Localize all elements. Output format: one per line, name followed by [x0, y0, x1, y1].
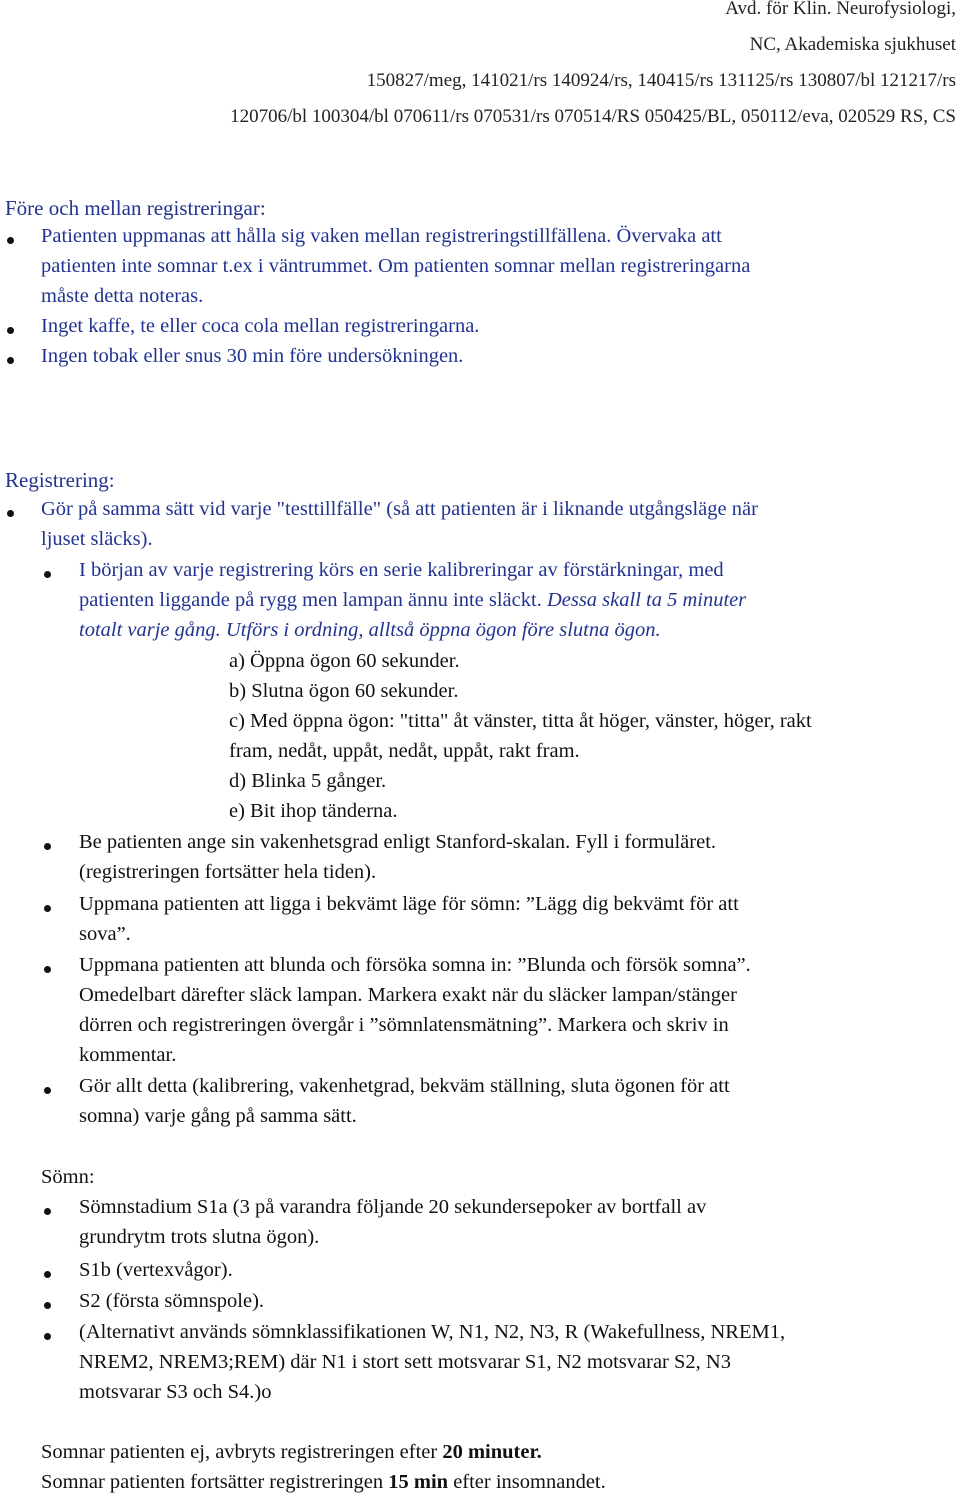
registration-item-3-line-2: (registreringen fortsätter hela tiden). — [79, 861, 377, 883]
registration-item-5-line-3: dörren och registreringen övergår i ”sömnlatensmätning”. Markera och skriv in — [79, 1014, 729, 1036]
calibration-step-a: a) Öppna ögon 60 sekunder. — [229, 650, 460, 672]
bullet-icon — [44, 571, 51, 578]
registration-item-2-line-2-italic: Dessa skall ta 5 minuter — [546, 589, 747, 611]
bullet-icon — [44, 843, 51, 850]
bullet-icon — [44, 1271, 51, 1278]
before-item-1-line-1: Patienten uppmanas att hålla sig vaken mellan registreringstillfällena. Övervaka att — [41, 225, 722, 247]
calibration-step-c-line-2: fram, nedåt, uppåt, nedåt, uppåt, rakt fram. — [229, 740, 580, 762]
bullet-icon — [7, 357, 14, 364]
calibration-step-c-line-1: c) Med öppna ögon: "titta" åt vänster, titta åt höger, vänster, höger, rakt — [229, 710, 812, 732]
sleep-item-2: S1b (vertexvågor). — [79, 1259, 233, 1281]
before-item-1-line-2: patienten inte somnar t.ex i väntrummet. Om patienten somnar mellan registreringarna — [41, 255, 751, 277]
footer-line-2-text: Somnar patienten fortsätter registreringen — [41, 1471, 389, 1493]
before-item-3: Ingen tobak eller snus 30 min före undersökningen. — [41, 345, 464, 367]
header-revisions-1: 150827/meg, 141021/rs 140924/rs, 140415/rs 131125/rs 130807/bl 121217/rs — [366, 70, 956, 91]
sleep-heading: Sömn: — [41, 1166, 95, 1188]
registration-item-5-line-4: kommentar. — [79, 1044, 177, 1066]
sleep-item-3: S2 (första sömnspole). — [79, 1290, 265, 1312]
bullet-icon — [44, 1302, 51, 1309]
footer-line-1-text: Somnar patienten ej, avbryts registreringen efter — [41, 1441, 443, 1463]
registration-item-2-line-3 — [79, 619, 661, 642]
sleep-item-4-line-2: NREM2, NREM3;REM) där N1 i stort sett motsvarar S1, N2 motsvarar S2, N3 — [79, 1351, 731, 1373]
footer-line-2 — [41, 1471, 606, 1494]
calibration-step-e: e) Bit ihop tänderna. — [229, 800, 398, 822]
footer-line-1 — [41, 1441, 542, 1464]
registration-item-2-line-2-plain: patienten liggande på rygg men lampan ännu inte släckt. — [79, 589, 547, 611]
footer-line-2-post: efter insomnandet. — [448, 1471, 606, 1493]
calibration-step-b: b) Slutna ögon 60 sekunder. — [229, 680, 459, 702]
footer-line-1-bold: 20 minuter. — [442, 1441, 542, 1463]
bullet-icon — [7, 510, 14, 517]
registration-item-6-line-2: somna) varje gång på samma sätt. — [79, 1105, 357, 1127]
before-item-1-line-3: måste detta noteras. — [41, 285, 204, 307]
calibration-step-d: d) Blinka 5 gånger. — [229, 770, 387, 792]
registration-item-5-line-2: Omedelbart därefter släck lampan. Markera exakt när du släcker lampan/stänger — [79, 984, 737, 1006]
sleep-item-4-line-3: motsvarar S3 och S4.)o — [79, 1381, 272, 1403]
bullet-icon — [7, 237, 14, 244]
registration-item-6-line-1: Gör allt detta (kalibrering, vakenhetgrad, bekväm ställning, sluta ögonen för att — [79, 1075, 730, 1097]
registration-item-1-line-2: ljuset släcks). — [41, 528, 153, 550]
registration-item-2-line-2 — [79, 589, 746, 612]
before-heading: Före och mellan registreringar: — [5, 196, 266, 220]
sleep-item-1-line-2: grundrytm trots slutna ögon). — [79, 1226, 320, 1248]
footer-line-2-bold: 15 min — [388, 1471, 449, 1493]
before-item-2: Inget kaffe, te eller coca cola mellan registreringarna. — [41, 315, 480, 337]
registration-item-4-line-1: Uppmana patienten att ligga i bekvämt läge för sömn: ”Lägg dig bekvämt för att — [79, 893, 739, 915]
bullet-icon — [44, 1087, 51, 1094]
header-hospital: NC, Akademiska sjukhuset — [749, 34, 956, 55]
registration-item-3-line-1: Be patienten ange sin vakenhetsgrad enligt Stanford-skalan. Fyll i formuläret. — [79, 831, 717, 853]
sleep-item-1-line-1: Sömnstadium S1a (3 på varandra följande 20 sekundersepoker av bortfall av — [79, 1196, 707, 1218]
bullet-icon — [7, 327, 14, 334]
header-department: Avd. för Klin. Neurofysiologi, — [725, 0, 956, 19]
bullet-icon — [44, 1333, 51, 1340]
registration-item-1-line-1: Gör på samma sätt vid varje "testtillfälle" (så att patienten är i liknande utgångsläge när — [41, 498, 758, 520]
sleep-item-4-line-1: (Alternativt används sömnklassifikationen W, N1, N2, N3, R (Wakefullness, NREM1, — [79, 1321, 786, 1343]
registration-item-2-line-3-italic: totalt varje gång. Utförs i ordning, alltså öppna ögon före slutna ögon. — [79, 619, 661, 641]
registration-item-2-line-1: I början av varje registrering körs en serie kalibreringar av förstärkningar, med — [79, 559, 724, 581]
registration-item-5-line-1: Uppmana patienten att blunda och försöka somna in: ”Blunda och försök somna”. — [79, 954, 751, 976]
registration-item-4-line-2: sova”. — [79, 923, 131, 945]
bullet-icon — [44, 966, 51, 973]
header-revisions-2: 120706/bl 100304/bl 070611/rs 070531/rs 070514/RS 050425/BL, 050112/eva, 020529 RS, CS — [230, 106, 956, 127]
bullet-icon — [44, 1208, 51, 1215]
registration-heading: Registrering: — [5, 468, 115, 492]
bullet-icon — [44, 905, 51, 912]
